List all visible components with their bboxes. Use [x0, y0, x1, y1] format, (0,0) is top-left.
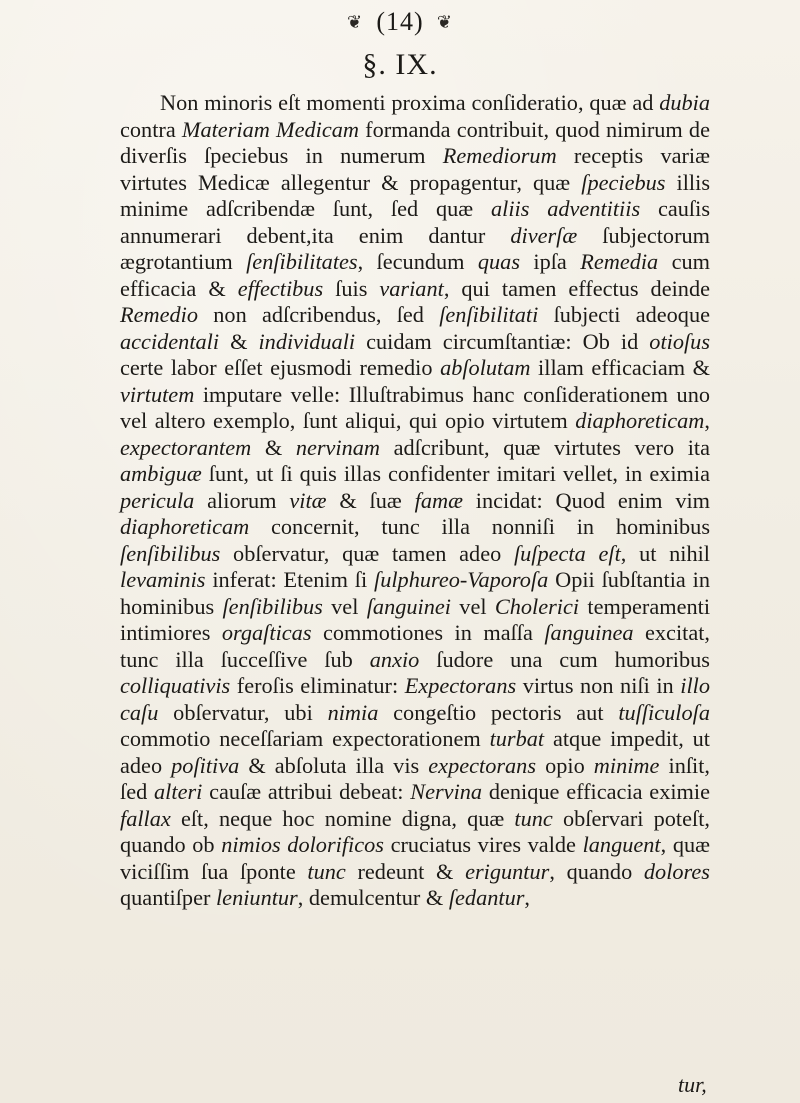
italic-term: accidentali	[120, 328, 220, 354]
text-run: ,	[704, 408, 710, 433]
italic-term: poſitiva	[171, 752, 240, 778]
italic-term: nimia	[327, 699, 379, 725]
catchword: tur,	[678, 1072, 707, 1097]
text-run: ſubjectorum ægrotantium	[120, 222, 710, 274]
text-run: commotiones in maſſa	[311, 620, 545, 645]
text-run: aliorum	[194, 487, 290, 513]
italic-term: expectorantem	[120, 434, 252, 460]
italic-term: tunc	[307, 858, 346, 884]
text-run: quantiſper	[120, 885, 216, 910]
italic-term: ſenſibilitati	[439, 302, 539, 327]
italic-term: vitæ	[289, 487, 327, 513]
body-paragraph	[120, 90, 710, 912]
text-run: receptis variæ virtutes Medicæ allegentur & propagentur, quæ	[120, 143, 710, 195]
italic-term: ambiguæ	[120, 461, 202, 486]
text-run: cum efficacia &	[120, 249, 710, 301]
left-ornament-icon: ❦	[346, 11, 364, 33]
italic-term: minime	[593, 752, 660, 778]
text-run: temperamenti intimiores	[120, 593, 711, 645]
italic-term: anxio	[369, 646, 420, 672]
text-run: excitat, tunc illa ſucceſſive ſub	[120, 620, 711, 672]
italic-term: fallax	[120, 805, 171, 831]
italic-term: variant	[379, 275, 444, 301]
italic-term: abſolutam	[440, 355, 531, 380]
text-run: cauſis annumerari debent,ita enim dantur	[120, 196, 710, 248]
text-run: , qui tamen effectus deinde	[443, 275, 710, 301]
italic-term: dubia	[659, 90, 710, 115]
italic-term: effectibus	[237, 275, 324, 301]
text-run: feroſis eliminatur:	[230, 673, 405, 698]
text-run: denique efficacia eximie	[482, 779, 710, 804]
text-run: ipſa	[520, 249, 581, 274]
italic-term: orgaſticas	[221, 620, 312, 645]
italic-term: famæ	[414, 487, 463, 513]
italic-term: virtutem	[120, 381, 195, 407]
italic-term: expectorans	[428, 752, 537, 778]
text-run: adſcribunt, quæ virtutes vero ita	[380, 434, 710, 460]
text-run: atque impedit, ut adeo	[120, 726, 711, 778]
italic-term: nimios dolorificos	[221, 832, 384, 857]
italic-term: Materiam Medicam	[181, 116, 359, 142]
text-run: cauſæ attribui debeat:	[202, 779, 411, 804]
italic-term: nervinam	[295, 434, 381, 460]
italic-term: tuſſiculoſa	[618, 699, 710, 725]
text-run: commotio neceſſariam expectorationem	[120, 726, 490, 751]
text-run: certe labor eſſet ejusmodi remedio	[120, 355, 441, 380]
italic-term: ſanguinei	[366, 593, 451, 619]
text-run: redeunt &	[345, 858, 466, 884]
italic-term: alteri	[154, 779, 203, 804]
text-run: obſervari poteſt, quando ob	[120, 805, 710, 857]
text-run: eſt, neque hoc nomine digna, quæ	[170, 805, 515, 831]
running-head	[0, 6, 800, 37]
text-run: opio	[536, 752, 594, 778]
text-run: inferat: Etenim ſi	[205, 567, 375, 592]
text-run: illis minime adſcribendæ ſunt, ſed quæ	[120, 169, 711, 221]
italic-term: levaminis	[120, 567, 206, 592]
text-run: ,	[524, 885, 530, 910]
italic-term: turbat	[489, 726, 545, 751]
italic-term: ſenſibilibus	[222, 593, 323, 619]
text-run: Opii ſubſtantia in hominibus	[120, 567, 710, 619]
italic-term: ſanguinea	[544, 620, 634, 645]
italic-term: Cholerici	[494, 593, 580, 619]
italic-term: languent	[582, 832, 661, 857]
text-run: & ſuæ	[326, 487, 415, 513]
text-run: obſervatur, ubi	[158, 699, 328, 725]
text-run: incidat: Quod enim vim	[462, 487, 711, 513]
text-run: concernit, tunc illa nonniſi in hominibus	[249, 514, 710, 539]
text-run: , quando	[549, 858, 644, 884]
text-run: cruciatus vires valde	[383, 832, 583, 857]
italic-term: diaphoreticam	[575, 408, 705, 433]
italic-term: pericula	[120, 487, 195, 513]
text-run: obſervatur, quæ tamen adeo	[220, 540, 514, 566]
text-run: & abſoluta illa vis	[239, 752, 429, 778]
right-ornament-icon: ❦	[436, 11, 454, 33]
text-run: ſuis	[323, 275, 380, 301]
italic-term: ſedantur	[448, 885, 525, 910]
text-run: &	[219, 328, 259, 354]
italic-term: ſenſibilibus	[120, 540, 221, 566]
text-run: non adſcribendus, ſed	[198, 302, 440, 327]
italic-term: diaphoreticam	[120, 514, 250, 539]
italic-term: Remediorum	[442, 143, 557, 168]
text-run: , ut nihil	[620, 540, 711, 566]
italic-term: leniuntur	[215, 885, 298, 910]
italic-term: diverſæ	[510, 222, 578, 248]
text-run: illam efficaciam &	[530, 355, 710, 380]
italic-term: Expectorans	[404, 673, 517, 698]
text-run: vel	[322, 593, 367, 619]
italic-term: quas	[477, 249, 520, 274]
italic-term: individuali	[258, 328, 356, 354]
italic-term: dolores	[643, 858, 710, 884]
italic-term: ſpeciebus	[581, 169, 666, 195]
italic-term: eriguntur	[465, 858, 550, 884]
text-run: , ſecundum	[357, 249, 478, 274]
section-heading: §. IX.	[362, 48, 438, 81]
text-run: ſubjecti adeoque	[538, 302, 710, 327]
text-run: vel	[450, 593, 495, 619]
text-run: cuidam circumſtantiæ: Ob id	[355, 328, 650, 354]
page-number: (14)	[376, 7, 424, 36]
text-run: formanda contribuit, quod nimirum de diverſis ſpeciebus in numerum	[120, 116, 710, 168]
text-run: inſit, ſed	[120, 752, 711, 804]
text-run: ſunt, ut ſi quis illas confidenter imitari vellet, in eximia	[201, 461, 710, 486]
italic-term: Nervina	[410, 779, 483, 804]
text-run: , quæ viciſſim ſua ſponte	[120, 832, 710, 884]
text-run: , demulcentur &	[297, 885, 449, 910]
text-run: virtus non niſi in	[516, 673, 681, 698]
italic-term: ſenſibilitates	[246, 249, 358, 274]
italic-term: tunc	[514, 805, 553, 831]
italic-term: Remedia	[580, 249, 659, 274]
italic-term: ſulphureo-Vaporoſa	[374, 567, 549, 592]
text-run: &	[251, 434, 296, 460]
text-run: imputare velle: Illuſtrabimus hanc conſiderationem uno vel altero exemplo, ſunt aliqui, qui opio virtutem	[120, 381, 710, 433]
italic-term: otioſus	[649, 328, 711, 354]
text-run: congeſtio pectoris aut	[378, 699, 619, 725]
italic-term: ſuſpecta eſt	[513, 540, 621, 566]
text-run: contra	[120, 116, 182, 142]
text-run: Non minoris eſt momenti proxima conſideratio, quæ ad	[160, 90, 660, 115]
italic-term: illo caſu	[120, 673, 710, 725]
italic-term: aliis adventitiis	[490, 196, 641, 221]
italic-term: Remedio	[120, 302, 199, 327]
italic-term: colliquativis	[120, 673, 231, 698]
text-run: ſudore una cum humoribus	[419, 646, 710, 672]
